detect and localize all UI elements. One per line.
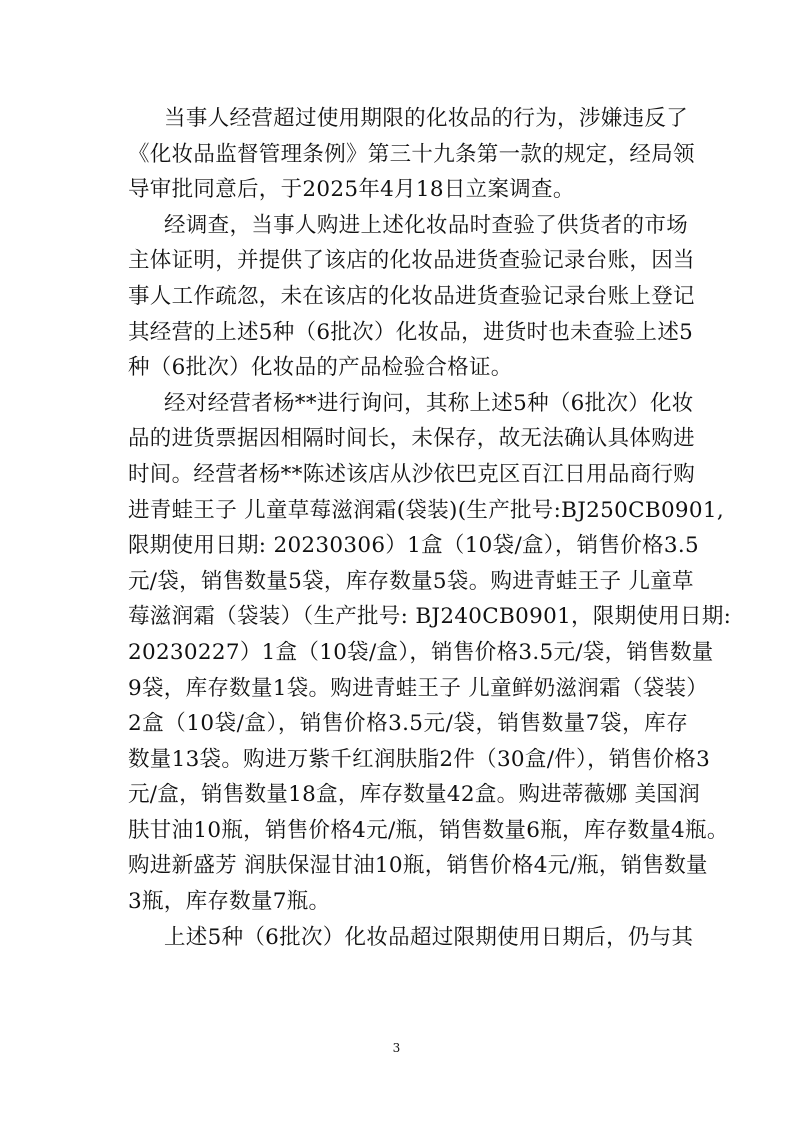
text-line: 种（6批次）化妆品的产品检验合格证。 [128,355,513,381]
text-line: 莓滋润霜（袋装）（生产批号: BJ240CB0901，限期使用日期: [128,604,732,630]
text-line: 数量13袋。购进万紫千红润肤脂2件（30盒/件），销售价格3 [128,746,711,772]
text-line: 购进新盛芳 润肤保湿甘油10瓶，销售价格4元/瓶，销售数量 [128,853,708,879]
text-line: 3瓶，库存数量7瓶。 [128,889,331,915]
page-number: 3 [392,1041,401,1055]
text-line: 主体证明，并提供了该店的化妆品进货查验记录台账，因当 [128,248,695,274]
paragraph-investigation [128,208,695,386]
text-line: 元/盒，销售数量18盒，库存数量42盒。购进蒂薇娜 美国润 [128,782,700,808]
text-line: 其经营的上述5种（6批次）化妆品，进货时也未查验上述5 [128,319,694,345]
text-line: 限期使用日期: 20230306）1盒（10袋/盒），销售价格3.5 [128,533,699,559]
text-line: 进青蛙王子 儿童草莓滋润霜(袋装)(生产批号:BJ250CB0901, [128,497,724,523]
paragraph-expired [128,920,694,956]
text-line: 9袋，库存数量1袋。购进青蛙王子 儿童鲜奶滋润霜（袋装） [128,675,709,701]
text-line: 上述5种（6批次）化妆品超过限期使用日期后，仍与其 [164,924,694,950]
text-line: 2盒（10袋/盒），销售价格3.5元/袋，销售数量7袋，库存 [128,711,688,737]
text-line: 肤甘油10瓶，销售价格4元/瓶，销售数量6瓶，库存数量4瓶。 [128,817,729,843]
text-line: 元/袋，销售数量5袋，库存数量5袋。购进青蛙王子 儿童草 [128,568,694,594]
text-line: 20230227）1盒（10袋/盒），销售价格3.5元/袋，销售数量 [128,639,714,665]
text-line: 品的进货票据因相隔时间长，未保存，故无法确认具体购进 [128,426,695,452]
paragraph-filing [128,101,695,208]
text-line: 时间。经营者杨**陈述该店从沙依巴克区百江日用品商行购 [128,461,696,487]
text-line: 导审批同意后，于2025年4月18日立案调查。 [128,177,575,203]
text-line: 事人工作疏忽，未在该店的化妆品进货查验记录台账上登记 [128,283,695,309]
text-line: 《化妆品监督管理条例》第三十九条第一款的规定，经局领 [128,141,695,167]
text-line: 当事人经营超过使用期限的化妆品的行为，涉嫌违反了 [164,106,688,131]
text-line: 经调查，当事人购进上述化妆品时查验了供货者的市场 [164,212,688,238]
text-line: 经对经营者杨**进行询问，其称上述5种（6批次）化妆 [164,390,694,416]
paragraph-inquiry [128,386,732,920]
document-body [128,101,732,955]
